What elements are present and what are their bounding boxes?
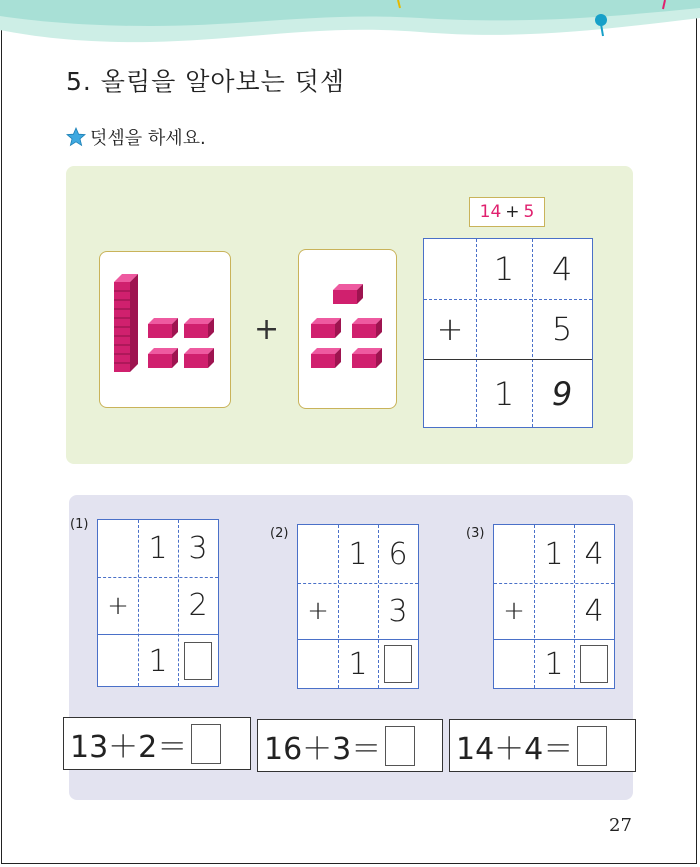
unit-cube <box>352 348 382 368</box>
equation-1 <box>63 717 251 770</box>
example-cell: 1 <box>493 375 515 413</box>
problem-2-cell: 6 <box>388 536 408 572</box>
unit-cube <box>184 318 214 338</box>
problem-1-cell: 3 <box>188 531 208 566</box>
unit-cube <box>311 348 341 368</box>
equation-2-answer-box[interactable] <box>385 726 415 766</box>
blocks-card-5 <box>298 249 397 409</box>
example-addend-a: 14 <box>479 202 502 222</box>
example-cell: + <box>436 310 464 348</box>
page-number: 27 <box>609 815 632 836</box>
unit-cube <box>311 318 341 338</box>
example-addend-b: 5 <box>523 202 535 222</box>
unit-cube <box>184 348 214 368</box>
problem-1-cell: 2 <box>188 588 208 623</box>
unit-cube <box>148 318 178 338</box>
unit-cube <box>148 348 178 368</box>
problem-2-number: (2) <box>270 526 289 541</box>
problem-1-cell: + <box>107 590 129 621</box>
problem-1-grid <box>97 519 219 687</box>
example-grid <box>423 238 593 428</box>
problem-3-number: (3) <box>466 526 485 541</box>
equation-3-text: 14＋4＝ <box>456 731 574 767</box>
header-wave-decoration <box>0 0 700 60</box>
unit-cube <box>352 318 382 338</box>
equation-3-answer-box[interactable] <box>577 726 607 766</box>
problem-3-cell: 1 <box>544 536 564 572</box>
problem-1-cell: 1 <box>148 643 168 679</box>
example-cell <box>424 239 476 299</box>
equation-2-text: 16＋3＝ <box>264 731 382 767</box>
plus-sign: + <box>254 312 280 347</box>
unit-cube <box>333 284 363 304</box>
example-cell: 4 <box>551 250 573 288</box>
example-cell: 5 <box>551 310 573 348</box>
problem-3-cell: 1 <box>544 646 564 682</box>
instruction-row <box>66 124 206 150</box>
example-operator: + <box>505 202 520 222</box>
problem-3-answer-box[interactable] <box>580 645 608 683</box>
problem-2-answer-box[interactable] <box>384 645 412 683</box>
block-illustration-5 <box>299 250 396 408</box>
block-illustration-14 <box>100 252 230 407</box>
example-expression-label <box>469 197 545 227</box>
equation-2 <box>257 719 443 772</box>
problem-2-cell: 1 <box>348 646 368 682</box>
problem-3-cell: + <box>503 596 525 626</box>
star-icon <box>66 127 86 147</box>
problem-3-cell: 4 <box>584 593 604 629</box>
equation-1-answer-box[interactable] <box>191 724 221 764</box>
problem-3-grid <box>493 524 615 689</box>
equation-3 <box>449 719 636 772</box>
problem-1-number: (1) <box>70 517 89 532</box>
problem-1-answer-box[interactable] <box>184 642 212 680</box>
equation-1-text: 13＋2＝ <box>70 729 188 765</box>
problem-2-cell: 3 <box>388 593 408 629</box>
instruction-text: 덧셈을 하세요. <box>90 128 206 149</box>
blocks-card-14 <box>99 251 231 408</box>
example-cell <box>424 361 476 427</box>
problem-3-cell: 4 <box>584 536 604 572</box>
problem-2-grid <box>297 524 419 689</box>
problem-1-cell: 1 <box>148 531 168 566</box>
page-title: 5. 올림을 알아보는 덧셈 <box>66 67 346 96</box>
example-cell: 9 <box>551 375 573 413</box>
problem-2-cell: + <box>307 596 329 626</box>
example-cell: 1 <box>493 250 515 288</box>
problem-2-cell: 1 <box>348 536 368 572</box>
example-cell <box>476 299 532 359</box>
